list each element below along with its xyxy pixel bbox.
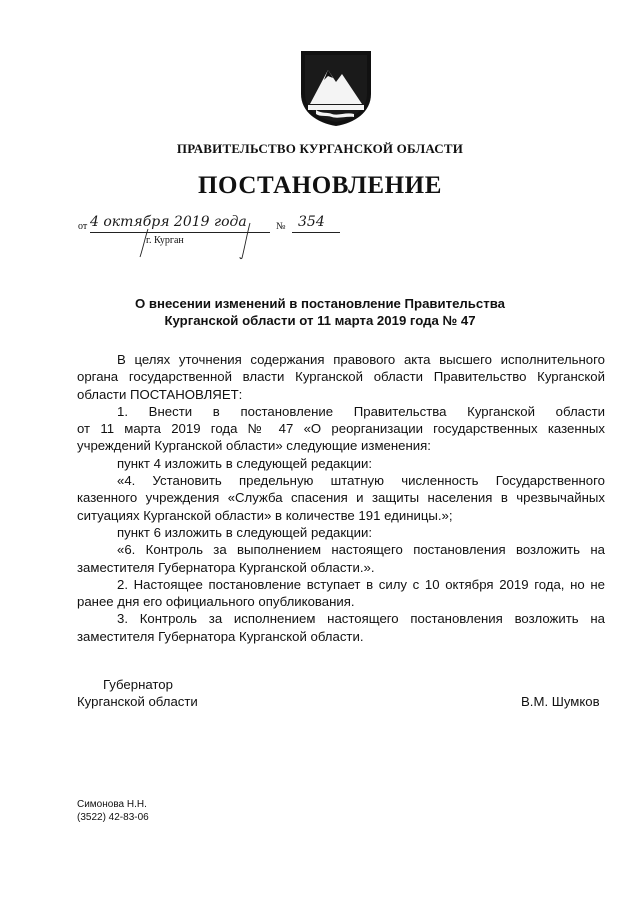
government-name: ПРАВИТЕЛЬСТВО КУРГАНСКОЙ ОБЛАСТИ [176,141,464,156]
body-line: «4. Установить предельную штатную численность Государственного [117,473,605,489]
body-line: от 11 марта 2019 года № 47 «О реорганизации государственных казенных [77,421,605,437]
author-phone: (3522) 42-83-06 [77,812,149,823]
signatory-region: Курганской области [77,694,198,709]
body-line: учреждений Курганской области» следующие изменения: [77,438,431,454]
handwritten-stroke-icon [238,222,252,260]
document-subject [0,295,640,329]
body-line: заместителя Губернатора Курганской области. [77,628,364,644]
body-line: области ПОСТАНОВЛЯЕТ: [77,386,243,402]
body-line: ситуациях Курганской области» в количестве 191 единицы.»; [77,507,453,523]
handwritten-stroke-icon [138,228,150,258]
number-underline [292,232,340,233]
body-line: заместителя Губернатора Курганской области.». [77,559,375,575]
body-line: ранее дня его официального опубликования. [77,594,355,610]
body-line: В целях уточнения содержания правового акта высшего исполнительного [117,352,605,367]
number-prefix: № [276,221,286,232]
body-line: пункт 6 изложить в следующей редакции: [117,524,373,540]
body-line: 2. Настоящее постановление вступает в силу с 10 октября 2019 года, но не [117,576,605,592]
body-line: 1. Внести в постановление Правительства Курганской области [117,403,605,419]
body-line: 3. Контроль за исполнением настоящего постановления возложить на [117,611,605,627]
signatory-name: В.М. Шумков [521,694,600,709]
document-footer [77,798,149,824]
document-type-title: ПОСТАНОВЛЕНИЕ [197,172,443,199]
city-label: г. Курган [146,235,184,246]
body-line: казенного учреждения «Служба спасения и защиты населения в чрезвычайных [77,490,605,506]
signatory-position: Губернатор [103,677,173,692]
subject-line: Курганской области от 11 марта 2019 года № 47 [164,313,476,328]
author-name: Симонова Н.Н. [77,799,147,810]
body-line: органа государственной власти Курганской области Правительство Курганской [77,369,605,385]
body-line: пункт 4 изложить в следующей редакции: [117,455,373,471]
kurgan-coat-of-arms-icon [298,48,374,128]
handwritten-number: 354 [298,214,325,230]
document-body [77,351,605,645]
date-prefix: от [78,221,88,232]
body-line: «6. Контроль за выполнением настоящего постановления возложить на [117,542,605,558]
handwritten-date: 4 октября 2019 года [90,214,247,230]
subject-line: О внесении изменений в постановление Правительства [135,296,505,311]
